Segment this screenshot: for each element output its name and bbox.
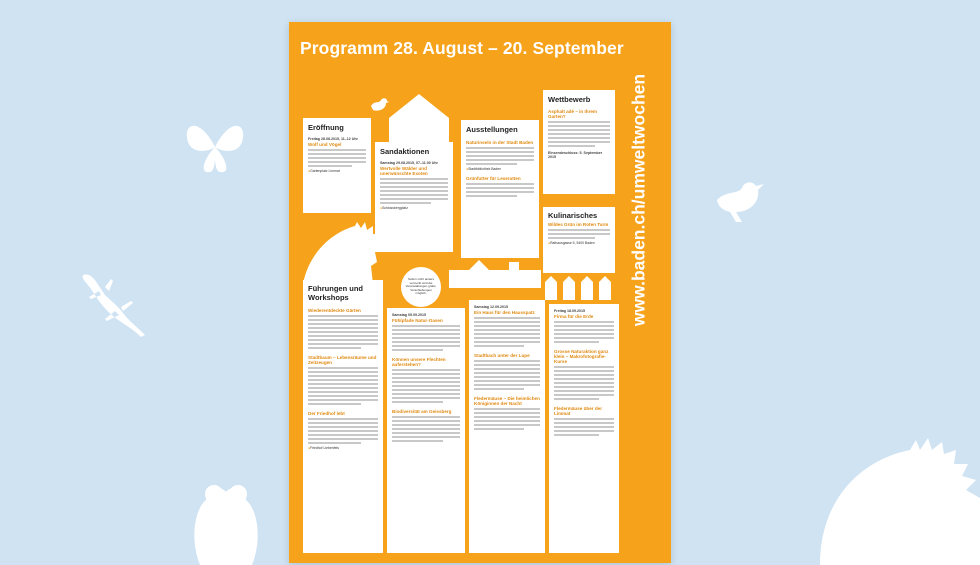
- section-title: Ausstellungen: [466, 125, 518, 134]
- event-title: Firma für die Erde: [554, 314, 594, 319]
- section-wettbewerb: [543, 90, 615, 194]
- event-location: ● Rathausgasse 5, 5400 Baden: [548, 241, 610, 245]
- program-poster: [289, 22, 671, 563]
- event-title-2: Grünfutter für Leseratten: [466, 175, 521, 181]
- event-title: Fühlpfade Natur-Oasen: [392, 318, 443, 323]
- url-text: www.baden.ch/umweltwochen: [628, 73, 649, 327]
- bird-silhouette-icon: [369, 94, 389, 114]
- program-column-4: [549, 304, 619, 553]
- event-title: Naturinseln in der Stadt Baden: [466, 139, 534, 145]
- deadline: Einsendeschluss: 5. September 2015: [548, 150, 603, 159]
- event-location: ● Stadtbibliothek Baden: [466, 167, 534, 171]
- hedgehog-silhouette-icon: [303, 222, 381, 284]
- fence-silhouette-icon: [545, 272, 617, 300]
- event-title: Wildes Grün im Roten Turm: [548, 221, 609, 227]
- butterfly-icon: [180, 112, 250, 182]
- event-title-2: Können unsere Flechten auferstehen?: [392, 357, 446, 368]
- event-date: Samstag 29.08.2015, 07–11.00 Uhr: [380, 160, 438, 165]
- section-eroeffnung: [303, 118, 371, 213]
- section-fuehrungen: [303, 280, 383, 553]
- event-title-2: Stadtbaum – Lebensräume und Zeitzeugen: [308, 355, 377, 366]
- program-column-3: [469, 300, 545, 553]
- event-date: Freitag 28.08.2015, 11–12 Uhr: [308, 136, 358, 141]
- section-title: Eröffnung: [308, 123, 344, 132]
- event-title-3: Fledermäuse über der Limmat: [554, 406, 602, 417]
- section-title: Sandaktionen: [380, 147, 430, 156]
- section-title: Wettbewerb: [548, 95, 591, 104]
- event-date: Samstag 05.09.2015: [392, 313, 426, 317]
- section-title: Kulinarisches: [548, 211, 598, 220]
- event-title: Wiederentdeckte Gärten: [308, 308, 361, 314]
- event-location: ● Friedhof Liebenfels: [308, 446, 378, 450]
- section-ausstellungen: [461, 120, 539, 258]
- event-title-2: Stadtbach unter der Lupe: [474, 353, 530, 359]
- section-title: Führungen und Workshops: [308, 284, 363, 302]
- house-silhouette-icon: [389, 94, 449, 146]
- event-title-2: Grosse Naturaktion ganz klein – Makrofotografie-Kurse: [554, 349, 609, 365]
- event-location: ● Schlossbergplatz: [380, 206, 448, 210]
- lizard-icon: [75, 265, 150, 340]
- roof-silhouette-icon: [449, 258, 541, 288]
- poster-url[interactable]: [619, 70, 659, 330]
- event-title-3: Fledermäuse – Die heimlichen Königinnen der Nacht: [474, 396, 540, 407]
- event-title: Asphalt adé – in Ihrem Garten?: [548, 108, 598, 119]
- section-sandaktionen: [375, 142, 453, 252]
- hedgehog-icon: [800, 420, 980, 565]
- event-date: Samstag 12.09.2015: [474, 305, 508, 309]
- bird-icon: [712, 170, 767, 225]
- event-title-3: Biodiversität am Geissberg: [392, 409, 452, 415]
- program-column-2: [387, 308, 465, 553]
- event-title: Ein Haus für den Hausspatz: [474, 310, 535, 315]
- poster-title: Programm 28. August – 20. September: [300, 38, 624, 58]
- section-kulinarisches: [543, 207, 615, 273]
- frog-icon: [186, 470, 266, 565]
- info-note-circle: Sofern nicht anders vermerkt sind die Veranstaltungen gratis. Verschiebungen möglich.: [401, 267, 441, 307]
- event-title-3: Der Friedhof lebt: [308, 411, 345, 417]
- event-date: Freitag 18.09.2015: [554, 309, 585, 313]
- event-location: ● Gartenplatz Limmat: [308, 169, 366, 173]
- event-title: Wolf und Vögel: [308, 141, 342, 147]
- event-title: Wertvolle Wälder und unerwünschte Exoten: [380, 165, 428, 176]
